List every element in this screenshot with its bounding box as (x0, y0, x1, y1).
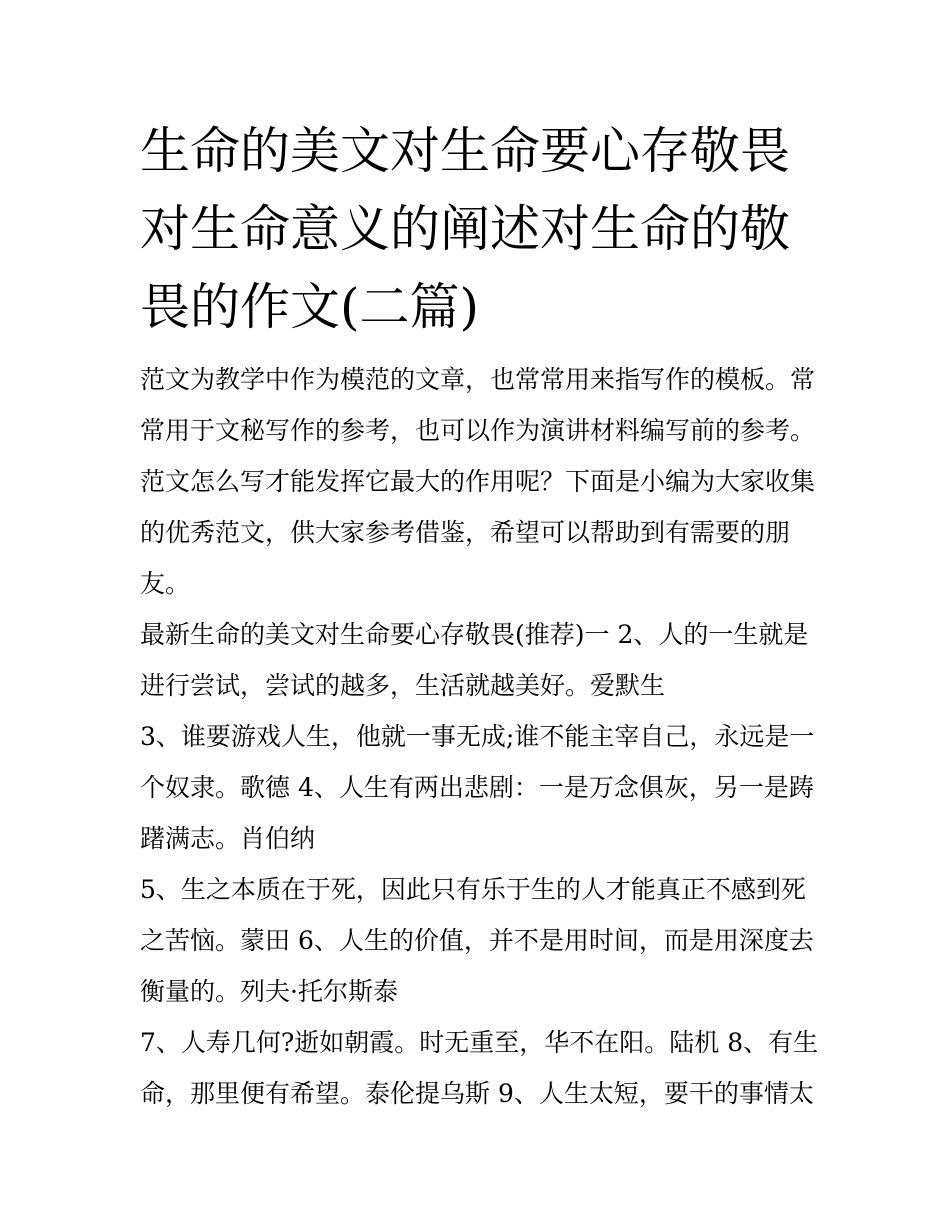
title-line-3: 畏的作文(二篇) (140, 278, 480, 336)
body-line-10: 躇满志。肖伯纳 (140, 824, 316, 853)
body-line-5: 友。 (140, 569, 191, 598)
body-line-8: 3、谁要游戏人生，他就一事无成;谁不能主宰自己，永远是一 (140, 722, 815, 751)
document-title (140, 112, 820, 346)
title-line-2: 对生命意义的阐述对生命的敬 (140, 200, 790, 258)
body-line-6: 最新生命的美文对生命要心存敬畏(推荐)一 2、人的一生就是 (140, 620, 809, 649)
body-line-15: 命，那里便有希望。泰伦提乌斯 9、人生太短，要干的事情太 (140, 1079, 814, 1108)
body-line-11: 5、生之本质在于死，因此只有乐于生的人才能真正不感到死 (140, 875, 806, 904)
body-line-9: 个奴隶。歌德 4、人生有两出悲剧：一是万念俱灰，另一是踌 (140, 773, 814, 802)
body-line-3: 范文怎么写才能发挥它最大的作用呢？下面是小编为大家收集 (140, 467, 816, 496)
body-line-12: 之苦恼。蒙田 6、人生的价值，并不是用时间，而是用深度去 (140, 926, 814, 955)
title-line-1: 生命的美文对生命要心存敬畏 (140, 122, 790, 180)
body-line-2: 常用于文秘写作的参考，也可以作为演讲材料编写前的参考。 (140, 416, 816, 445)
body-line-13: 衡量的。列夫·托尔斯泰 (140, 977, 398, 1006)
body-line-7: 进行尝试，尝试的越多，生活就越美好。爱默生 (140, 671, 666, 700)
document-body (140, 354, 820, 1119)
body-line-14: 7、人寿几何?逝如朝霞。时无重至，华不在阳。陆机 8、有生 (140, 1028, 819, 1057)
body-line-4: 的优秀范文，供大家参考借鉴，希望可以帮助到有需要的朋 (140, 518, 791, 547)
body-line-1: 范文为教学中作为模范的文章，也常常用来指写作的模板。常 (140, 365, 816, 394)
